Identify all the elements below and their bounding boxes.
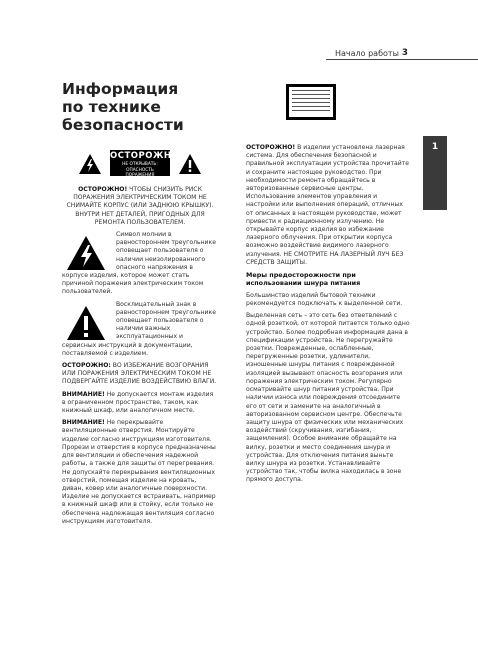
chapter-tab <box>423 136 447 210</box>
exclamation-triangle-icon <box>66 305 106 341</box>
heading-line-2: по технике <box>62 98 161 116</box>
laser-label-line <box>292 110 330 111</box>
caution-text: ЧТОБЫ СНИЗИТЬ РИСК ПОРАЖЕНИЯ ЭЛЕКТРИЧЕСКИМ ТОКОМ НЕ СНИМАЙТЕ КОРПУС (ИЛИ ЗАДНЮЮ КРЫШКУ). ВНУТРИ НЕТ ДЕТАЛЕЙ, ПРИГОДНЫХ ДЛЯ РЕМОНТА ПОЛЬЗОВАТЕЛЕМ. <box>66 186 214 226</box>
power-cord-heading: Меры предосторожности при использовании шнура питания <box>246 271 361 288</box>
ventilation-warning <box>62 419 218 526</box>
power-cord-paragraph-1: Большинство изделий бытовой техники рекомендуется подключать к выделенной сети. <box>246 291 403 308</box>
caution-title: ОСТОРОЖНО <box>110 151 180 161</box>
laser-label-line <box>292 106 330 107</box>
laser-warning-lead: ОСТОРОЖНО! <box>246 144 296 151</box>
heading-line-3: безопасности <box>62 116 184 134</box>
caution-sub-1: НЕ ОТКРЫВАТЬ: ОПАСНОСТЬ <box>122 162 158 173</box>
enclosure-warning-text: Не допускается монтаж изделия в ограниченном пространстве, таком, как книжный шкаф, или аналогичном месте. <box>62 390 214 415</box>
laser-warning <box>246 144 410 267</box>
left-column <box>62 80 218 530</box>
caution-label <box>110 150 180 184</box>
ventilation-warning-lead: ВНИМАНИЕ! <box>62 419 105 427</box>
chapter-number: 1 <box>431 142 439 152</box>
page-header <box>0 0 478 62</box>
page-number: 3 <box>402 48 408 58</box>
lightning-symbol-note <box>62 231 218 297</box>
page-heading <box>62 80 218 134</box>
section-title: Начало работы <box>335 49 399 58</box>
laser-label-inner <box>289 87 333 117</box>
exclamation-text: Восклицательный знак в равностороннем треугольнике оповещает пользователя о наличии важных эксплуатационных и сервисных инструкций в документации, поставляемой с изделием. <box>62 300 216 357</box>
moisture-warning-text: ВО ИЗБЕЖАНИЕ ВОЗГОРАНИЯ ИЛИ ПОРАЖЕНИЯ ЭЛЕКТРИЧЕСКИМ ТОКОМ НЕ ПОДВЕРГАЙТЕ ИЗДЕЛИЕ ВОЗДЕЙСТВИЮ ВЛАГИ. <box>62 362 217 386</box>
ventilation-warning-text: Не перекрывайте вентиляционные отверстия. Монтируйте изделие согласно инструкциям изготовителя. Прорези и отверстия в корпусе предназначены для вентиляции и обеспечения надежной работы, а также для защиты от перегревания. Не допускайте перекрывания вентиляционных отверстий, помещая изделие на кровать, диван, ковер или аналогичные поверхности. Изделие не допускается встраивать, например в книжный шкаф или в стойку, если только не обеспечена надлежащая вентиляция согласно инструкциям изготовителя. <box>62 419 216 525</box>
lightning-text: Символ молнии в равностороннем треугольнике оповещает пользователя о наличии неизолированного опасного напряжения в корпусе изделия, которое может стать причиной поражения электрическим током пользователей. <box>62 231 216 296</box>
laser-label-line <box>292 102 330 103</box>
moisture-warning <box>62 362 218 387</box>
lightning-triangle-icon <box>66 235 106 271</box>
laser-warning-text: В изделии установлена лазерная система. Для обеспечения безопасной и правильной эксплуатации устройства прочитайте и сохраните настоящее руководство. При необходимости ремонта обращайтесь в авторизованные сервисные центры. Использование элементов управления и настройки или выполнения операций, отличных от описанных в настоящем руководстве, может привести к радиационному излучению. Не открывайте корпус изделия во избежание лазерного облучения. При открытии корпуса возможно воздействие видимого лазерного излучения. НЕ СМОТРИТЕ НА ЛАЗЕРНЫЙ ЛУЧ БЕЗ СРЕДСТВ ЗАЩИТЫ. <box>246 144 410 266</box>
laser-label-line <box>292 90 330 91</box>
lightning-warning-icon <box>78 153 102 175</box>
header-rule <box>326 59 478 60</box>
exclamation-warning-icon <box>178 153 202 175</box>
laser-warning-label-image <box>286 84 336 120</box>
heading-line-1: Информация <box>62 80 179 98</box>
right-column <box>246 144 410 489</box>
enclosure-warning <box>62 391 218 416</box>
exclamation-symbol-note <box>62 301 218 358</box>
enclosure-warning-lead: ВНИМАНИЕ! <box>62 390 105 398</box>
power-cord-paragraph-2: Выделенная сеть – это сеть без ответвлений с одной розеткой, от которой питается только одно устройство. Более подробная информация дана в спецификации устройства. Не перегружайте розетки. Поврежденные, ослабленные, перегруженные розетки, удлинители, изношенные шнуры питания с поврежденной изоляцией вызывают опасность возгорания или поражения электрическим током. Регулярно осматривайте шнур питания устройства. При наличии износа или повреждения отсоедините его от сети и замените на аналогичный в авторизованном сервисном центре. Обеспечьте защиту шнура от физических или механических воздействий (скручивания, изгибания, защемления). Особое внимание обращайте на вилку, розетки и место соединения шнура и устройства. Для отключения питания выньте вилку шнура из розетки. Устанавливайте устройство так, чтобы вилка находилась в зоне прямого доступа. <box>246 312 410 484</box>
laser-label-line <box>292 94 330 95</box>
laser-label-line <box>292 98 330 99</box>
caution-paragraph <box>62 186 218 227</box>
chapter-tab-label: Начало работы <box>7 152 16 212</box>
caution-lead: ОСТОРОЖНО! <box>78 186 128 193</box>
moisture-warning-lead: ОСТОРОЖНО: <box>62 362 111 370</box>
caution-sub-2: ПОРАЖЕНИЯ ЭЛЕКТРИЧЕСКИМ ТОКОМ <box>111 173 169 184</box>
caution-banner <box>72 150 208 186</box>
